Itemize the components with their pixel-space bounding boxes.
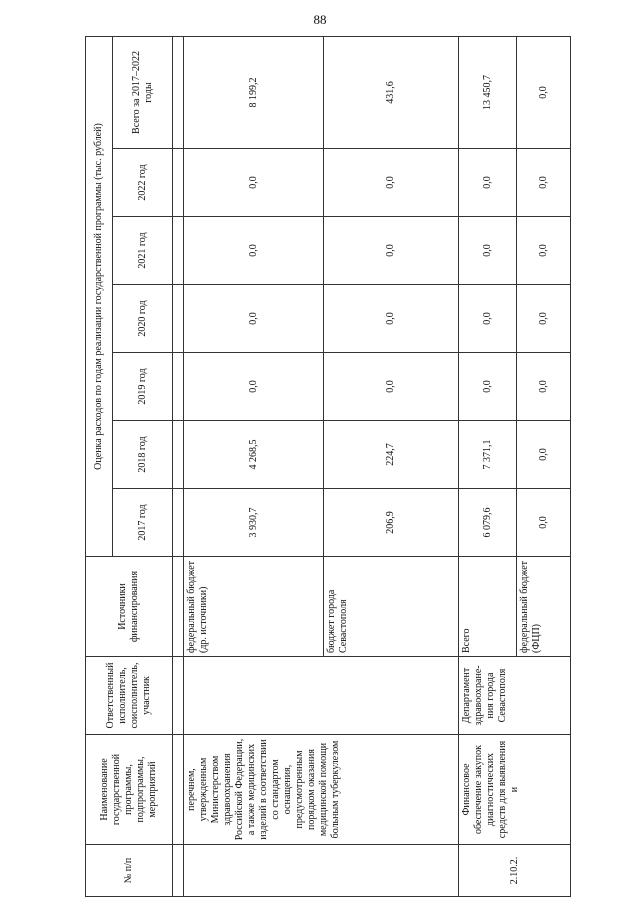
value-cell: 6 079,6 <box>459 489 517 557</box>
value-cell: 0,0 <box>324 353 459 421</box>
gap-cell <box>173 489 184 557</box>
value-cell: 0,0 <box>517 421 571 489</box>
header-responsible: Ответственный исполнитель, соисполнитель, участник <box>86 657 173 735</box>
measure-name-cell: Финансовое обеспечение закупок диагностических средств для выявления и <box>459 735 571 845</box>
value-cell: 0,0 <box>517 353 571 421</box>
value-cell: 0,0 <box>324 217 459 285</box>
source-cell: Всего <box>459 557 517 657</box>
value-cell: 0,0 <box>517 217 571 285</box>
value-cell: 0,0 <box>184 285 324 353</box>
header-year-2022: 2022 год <box>113 149 173 217</box>
table-row <box>184 36 324 896</box>
gap-cell <box>173 421 184 489</box>
header-estimate: Оценка расходов по годам реализации государственной программы (тыс. рублей) <box>86 36 113 556</box>
gap-cell <box>173 353 184 421</box>
header-year-2021: 2021 год <box>113 217 173 285</box>
value-cell: 206,9 <box>324 489 459 557</box>
value-cell: 224,7 <box>324 421 459 489</box>
gap-cell <box>173 149 184 217</box>
gap-cell <box>173 657 184 735</box>
value-cell: 0,0 <box>459 285 517 353</box>
value-cell: 0,0 <box>517 285 571 353</box>
total-cell: 8 199,2 <box>184 36 324 148</box>
value-cell: 4 268,5 <box>184 421 324 489</box>
num-cell: 2.10.2. <box>459 845 571 897</box>
value-cell: 0,0 <box>184 217 324 285</box>
num-cell <box>184 845 459 897</box>
value-cell: 0,0 <box>324 285 459 353</box>
header-year-2020: 2020 год <box>113 285 173 353</box>
value-cell: 0,0 <box>517 149 571 217</box>
header-year-2019: 2019 год <box>113 353 173 421</box>
page-number: 88 <box>313 12 327 27</box>
value-cell: 7 371,1 <box>459 421 517 489</box>
responsible-cell: Департамент здравоохране-ния города Севастополя <box>459 657 571 735</box>
gap-cell <box>173 557 184 657</box>
header-name: Наименование государственной программы, подпрограммы, мероприятий <box>86 735 173 845</box>
value-cell: 3 930,7 <box>184 489 324 557</box>
total-cell: 431,6 <box>324 36 459 148</box>
total-cell: 0,0 <box>517 36 571 148</box>
header-total: Всего за 2017–2022 годы <box>113 36 173 148</box>
gap-cell <box>173 845 184 897</box>
gap-cell <box>173 36 184 148</box>
rotated-table-container <box>85 37 565 897</box>
value-cell: 0,0 <box>459 149 517 217</box>
table-row <box>459 36 517 896</box>
gap-cell <box>173 285 184 353</box>
source-cell: федеральный бюджет (др. источники) <box>184 557 324 657</box>
gap-cell <box>173 735 184 845</box>
total-cell: 13 450,7 <box>459 36 517 148</box>
value-cell: 0,0 <box>459 217 517 285</box>
responsible-cell <box>184 657 459 735</box>
header-num: № п/п <box>86 845 173 897</box>
header-year-2018: 2018 год <box>113 421 173 489</box>
gap-cell <box>173 217 184 285</box>
value-cell: 0,0 <box>459 353 517 421</box>
value-cell: 0,0 <box>184 353 324 421</box>
header-year-2017: 2017 год <box>113 489 173 557</box>
value-cell: 0,0 <box>324 149 459 217</box>
value-cell: 0,0 <box>184 149 324 217</box>
budget-table <box>85 36 571 897</box>
value-cell: 0,0 <box>517 489 571 557</box>
source-cell: федеральный бюджет (ФЦП) <box>517 557 571 657</box>
source-cell: бюджет города Севастополя <box>324 557 459 657</box>
measure-name-cell: перечнем, утвержденным Министерством здравоохранения Российской Федерации, а также медицинских изделий в соответствии со стандартом оснащения, предусмотренным порядком оказания медицинской помощи больным туберкулезом <box>184 735 459 845</box>
header-source: Источники финансирования <box>86 557 173 657</box>
